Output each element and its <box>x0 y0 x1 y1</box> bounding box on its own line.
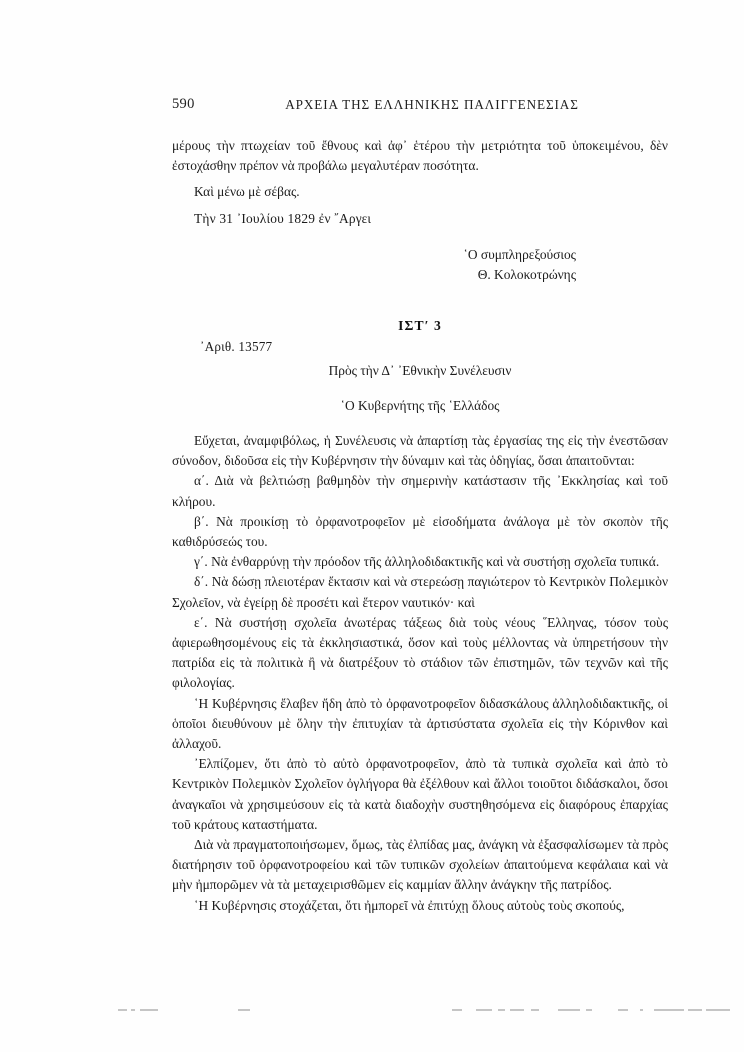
document-addressee: Πρὸς τὴν Δ᾿ ᾿Εθνικὴν Συνέλευσιν <box>328 363 512 378</box>
signature-title: ῾Ο συμπληρεξούσιος <box>463 246 576 262</box>
letter-date-place: Τὴν 31 ᾿Ιουλίου 1829 ἐν ῎Αργει <box>194 210 372 226</box>
body-paragraph: α΄. Διὰ νὰ βελτιώσῃ βαθμηδὸν τὴν σημερινὴν κατάστασιν τῆς ᾿Εκκλησίας καὶ τοῦ κλήρου. <box>172 473 668 509</box>
previous-letter-tail <box>172 136 668 286</box>
running-head-title: ΑΡΧΕΙΑ ΤΗΣ ΕΛΛΗΝΙΚΗΣ ΠΑΛΙΓΓΕΝΕΣΙΑΣ <box>285 97 579 112</box>
body-paragraph: δ΄. Νὰ δώσῃ πλειοτέραν ἔκτασιν καὶ νὰ στερεώσῃ παγιώτερον τὸ Κεντρικὸν Πολεμικὸν Σχολεῖον, νὰ ἐγείρῃ δὲ προσέτι καὶ ἕτερον ναυτικόν· καὶ <box>172 574 668 610</box>
body-paragraph: β΄. Νὰ προικίσῃ τὸ ὀρφανοτροφεῖον μὲ εἰσοδήματα ἀνάλογα μὲ τὸν σκοπὸν τῆς καθιδρύσεώς του. <box>172 513 668 550</box>
body-paragraph: Διὰ νὰ πραγματοποιήσωμεν, ὅμως, τὰς ἐλπίδας μας, ἀνάγκη νὰ ἐξασφαλίσωμεν τὰ πρὸς διατήρησιν τοῦ ὀρφανοτροφείου καὶ τῶν τυπικῶν σχολείων ἀπαιτούμενα κεφάλαια καὶ νὰ μὴν ἠμπορῶμεν νὰ τὰ μεταχειρισθῶμεν εἰς καμμίαν ἄλλην ἀνάγκην τῆς πατρίδος. <box>172 837 668 893</box>
letter-continuation-paragraph: μέρους τὴν πτωχείαν τοῦ ἔθνους καὶ ἀφ᾿ ἑτέρου τὴν μετριότητα τοῦ ὑποκειμένου, δὲν ἐστοχάσθην πρέπον νὰ προβάλω μεγαλυτέραν ποσότητα. <box>172 138 668 174</box>
body-paragraph: ᾿Ελπίζομεν, ὅτι ἀπὸ τὸ αὐτὸ ὀρφανοτροφεῖον, ἀπὸ τὰ τυπικὰ σχολεῖα καὶ ἀπὸ τὸ Κεντρικὸν Πολεμικὸν Σχολεῖον ὀγλήγορα θὰ ἐξέλθουν καὶ ἄλλοι τοιοῦτοι διδάσκαλοι, ὅσοι ἀναγκαῖοι νὰ χρησιμεύσουν εἰς τὰ κατὰ διαδοχὴν συστηθησόμενα εἰς διαφόρους ἐπαρχίας τοῦ κράτους καταστήματα. <box>172 756 668 832</box>
document-signatory-title: ῾Ο Κυβερνήτης τῆς ῾Ελλάδος <box>340 398 500 413</box>
scan-artifact-strip <box>0 1008 744 1014</box>
body-paragraph: ε΄. Νὰ συστήσῃ σχολεῖα ἀνωτέρας τάξεως διὰ τοὺς νέους ῞Ελληνας, τόσον τοὺς ἀφιερωθησομένους εἰς τὰ ἐκκλησιαστικά, ὅσον καὶ τοὺς μέλλοντας νὰ ὑπηρετήσουν τὴν πατρίδα εἰς τὰ πολιτικὰ ἢ νὰ διατρέξουν τὸ στάδιον τῶν ἐπιστημῶν, τῶν τεχνῶν καὶ τῆς φιλολογίας. <box>172 614 668 691</box>
body-paragraph: γ΄. Νὰ ἐνθαρρύνῃ τὴν πρόοδον τῆς ἀλληλοδιδακτικῆς καὶ νὰ συστήσῃ σχολεῖα τυπικά. <box>194 554 660 570</box>
document-arith-number: ᾿Αριθ. 13577 <box>200 339 273 354</box>
letter-closing: Καὶ μένω μὲ σέβας. <box>194 184 300 200</box>
signature-name: Θ. Κολοκοτρώνης <box>477 267 576 283</box>
body-paragraph: ῾Η Κυβέρνησις στοχάζεται, ὅτι ἠμπορεῖ νὰ ἐπιτύχῃ ὅλους αὐτοὺς τοὺς σκοπούς, <box>194 897 625 913</box>
body-paragraph: ῾Η Κυβέρνησις ἔλαβεν ἤδη ἀπὸ τὸ ὀρφανοτροφεῖον διδασκάλους ἀλληλοδιδακτικῆς, οἱ ὁποῖοι διευθύνουν μὲ ὅλην τὴν ἐπιτυχίαν τὰ ἀρτισύστατα σχολεῖα εἰς τὴν Κόρινθον καὶ ἀλλαχοῦ. <box>172 695 668 752</box>
page-number: 590 <box>172 96 195 112</box>
body-paragraph: Εὔχεται, ἀναμφιβόλως, ἡ Συνέλευσις νὰ ἀπαρτίσῃ τὰς ἐργασίας της εἰς τὴν ἐνεστῶσαν σύνοδον, διδοῦσα εἰς τὴν Κυβέρνησιν τὴν δύναμιν καὶ τὰς ὁδηγίας, ὅσαι ἀπαιτοῦνται: <box>172 433 668 469</box>
letter-signature-block <box>172 245 668 286</box>
running-head <box>172 96 668 116</box>
document-body <box>172 431 668 916</box>
document-section-number: ΙΣΤ′ 3 <box>398 318 442 333</box>
